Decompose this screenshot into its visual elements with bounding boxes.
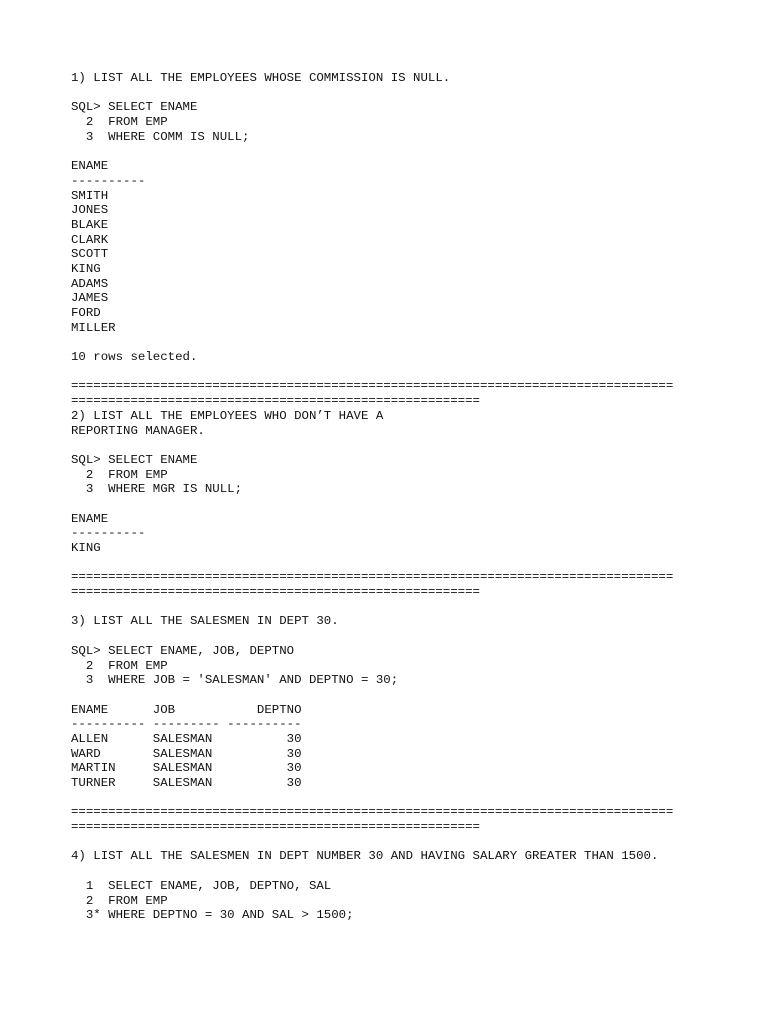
- document-body: [71, 71, 761, 923]
- doc-line: ENAME JOB DEPTNO: [71, 702, 302, 717]
- doc-line: [71, 864, 761, 879]
- doc-line: [71, 629, 761, 644]
- doc-line: SQL> SELECT ENAME: [71, 452, 198, 467]
- doc-line: =================================================================================: [71, 570, 674, 585]
- doc-line: KING: [71, 541, 101, 555]
- doc-line: ----------: [71, 526, 146, 541]
- doc-line: 2 FROM EMP: [71, 893, 168, 908]
- doc-line: [71, 144, 761, 159]
- doc-line: 1) LIST ALL THE EMPLOYEES WHOSE COMMISSION IS NULL.: [71, 71, 451, 85]
- doc-line: [71, 497, 761, 512]
- doc-line: 10 rows selected.: [71, 350, 198, 365]
- doc-line: =======================================================: [71, 394, 480, 409]
- doc-line: [71, 835, 761, 850]
- doc-line: [71, 791, 761, 806]
- doc-line: 3* WHERE DEPTNO = 30 AND SAL > 1500;: [71, 908, 354, 923]
- doc-line: [71, 600, 761, 615]
- doc-line: SMITH: [71, 188, 109, 203]
- doc-line: 3 WHERE MGR IS NULL;: [71, 482, 243, 497]
- doc-line: ---------- --------- ----------: [71, 717, 302, 732]
- doc-line: ENAME: [71, 159, 109, 174]
- doc-line: TURNER SALESMAN 30: [71, 776, 302, 790]
- doc-line: KING: [71, 261, 101, 276]
- doc-line: =======================================================: [71, 585, 480, 600]
- doc-line: ADAMS: [71, 276, 109, 291]
- doc-line: =======================================================: [71, 820, 480, 835]
- doc-line: MILLER: [71, 320, 116, 335]
- doc-line: 3 WHERE JOB = 'SALESMAN' AND DEPTNO = 30;: [71, 673, 399, 688]
- doc-line: ----------: [71, 173, 146, 188]
- doc-line: =================================================================================: [71, 805, 674, 820]
- doc-line: 2) LIST ALL THE EMPLOYEES WHO DON’T HAVE A: [71, 408, 384, 423]
- doc-line: BLAKE: [71, 217, 109, 232]
- doc-line: REPORTING MANAGER.: [71, 423, 205, 438]
- doc-line: [71, 86, 761, 101]
- doc-line: 2 FROM EMP: [71, 115, 168, 130]
- doc-line: 3 WHERE COMM IS NULL;: [71, 129, 250, 144]
- doc-line: =================================================================================: [71, 379, 674, 394]
- doc-line: MARTIN SALESMAN 30: [71, 761, 302, 776]
- doc-line: 3) LIST ALL THE SALESMEN IN DEPT 30.: [71, 614, 339, 629]
- doc-line: SQL> SELECT ENAME: [71, 100, 198, 115]
- doc-line: WARD SALESMAN 30: [71, 746, 302, 761]
- doc-line: SQL> SELECT ENAME, JOB, DEPTNO: [71, 643, 295, 658]
- doc-line: FORD: [71, 306, 101, 320]
- doc-line: ALLEN SALESMAN 30: [71, 731, 302, 746]
- doc-line: 2 FROM EMP: [71, 658, 168, 673]
- doc-line: [71, 556, 761, 571]
- doc-line: ENAME: [71, 511, 109, 526]
- doc-line: [71, 438, 761, 453]
- doc-line: CLARK: [71, 232, 109, 247]
- doc-line: 4) LIST ALL THE SALESMEN IN DEPT NUMBER 30 AND HAVING SALARY GREATER THAN 1500.: [71, 849, 659, 864]
- doc-line: [71, 688, 761, 703]
- doc-line: [71, 335, 761, 350]
- doc-line: 1 SELECT ENAME, JOB, DEPTNO, SAL: [71, 878, 332, 893]
- doc-line: SCOTT: [71, 247, 109, 262]
- doc-line: [71, 365, 761, 380]
- doc-line: 2 FROM EMP: [71, 467, 168, 482]
- doc-line: JAMES: [71, 291, 109, 306]
- doc-line: JONES: [71, 203, 109, 218]
